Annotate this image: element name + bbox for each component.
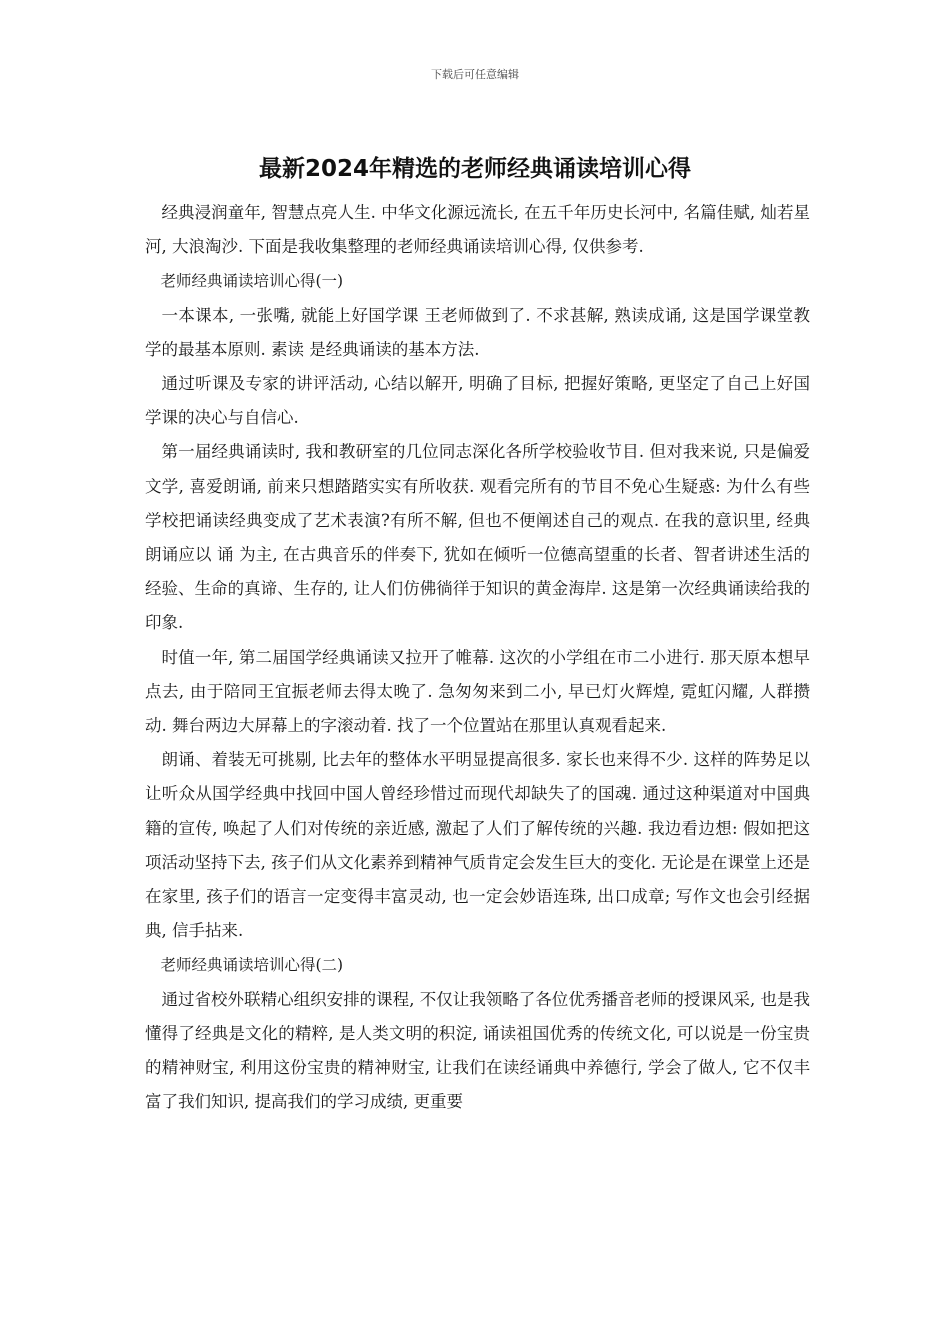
body-paragraph: 第一届经典诵读时, 我和教研室的几位同志深化各所学校验收节目. 但对我来说, 只是偏爱文学, 喜爱朗诵, 前来只想踏踏实实有所收获. 观看完所有的节目不免心生疑惑: 为什么有些学校把诵读经典变成了艺术表演?有所不解, 但也不便阐述自己的观点. 在我的意识里, 经典朗诵应以 诵 为主, 在古典音乐的伴奏下, 犹如在倾听一位德高望重的长者、智者讲述生活的经验、生命的真谛、生存的, 让人们仿佛徜徉于知识的黄金海岸. 这是第一次经典诵读给我的印象.: [145, 442, 810, 633]
body-paragraph: 通过省校外联精心组织安排的课程, 不仅让我领略了各位优秀播音老师的授课风采, 也是我懂得了经典是文化的精粹, 是人类文明的积淀, 诵读祖国优秀的传统文化, 可以说是一份宝贵的精神财宝, 利用这份宝贵的精神财宝, 让我们在读经诵典中养德行, 学会了做人, 它不仅丰富了我们知识, 提高我们的学习成绩, 更重要: [145, 989, 810, 1112]
body-paragraph: 朗诵、着装无可挑剔, 比去年的整体水平明显提高很多. 家长也来得不少. 这样的阵势足以让听众从国学经典中找回中国人曾经珍惜过而现代却缺失了的国魂. 通过这种渠道对中国典籍的宣传, 唤起了人们对传统的亲近感, 激起了人们了解传统的兴趣. 我边看边想: 假如把这项活动坚持下去, 孩子们从文化素养到精神气质肯定会发生巨大的变化. 无论是在课堂上还是在家里, 孩子们的语言一定变得丰富灵动, 也一定会妙语连珠, 出口成章; 写作文也会引经据典, 信手拈来.: [145, 750, 810, 941]
section-heading-1: 老师经典诵读培训心得(一): [160, 272, 344, 291]
body-paragraph: 通过听课及专家的讲评活动, 心结以解开, 明确了目标, 把握好策略, 更坚定了自己上好国学课的决心与自信心.: [145, 374, 810, 428]
section-heading-2: 老师经典诵读培训心得(二): [160, 956, 344, 975]
page-header-note: 下载后可任意编辑: [431, 68, 519, 81]
document-body: [145, 196, 810, 1119]
intro-paragraph: 经典浸润童年, 智慧点亮人生. 中华文化源远流长, 在五千年历史长河中, 名篇佳赋, 灿若星河, 大浪淘沙. 下面是我收集整理的老师经典诵读培训心得, 仅供参考.: [145, 203, 810, 257]
body-paragraph: 时值一年, 第二届国学经典诵读又拉开了帷幕. 这次的小学组在市二小进行. 那天原本想早点去, 由于陪同王宜振老师去得太晚了. 急匆匆来到二小, 早已灯火辉煌, 霓虹闪耀, 人群攒动. 舞台两边大屏幕上的字滚动着. 找了一个位置站在那里认真观看起来.: [145, 647, 810, 736]
body-paragraph: 一本课本, 一张嘴, 就能上好国学课 王老师做到了. 不求甚解, 熟读成诵, 这是国学课堂教学的最基本原则. 素读 是经典诵读的基本方法.: [145, 305, 810, 359]
document-title: 最新2024年精选的老师经典诵读培训心得: [258, 156, 691, 182]
